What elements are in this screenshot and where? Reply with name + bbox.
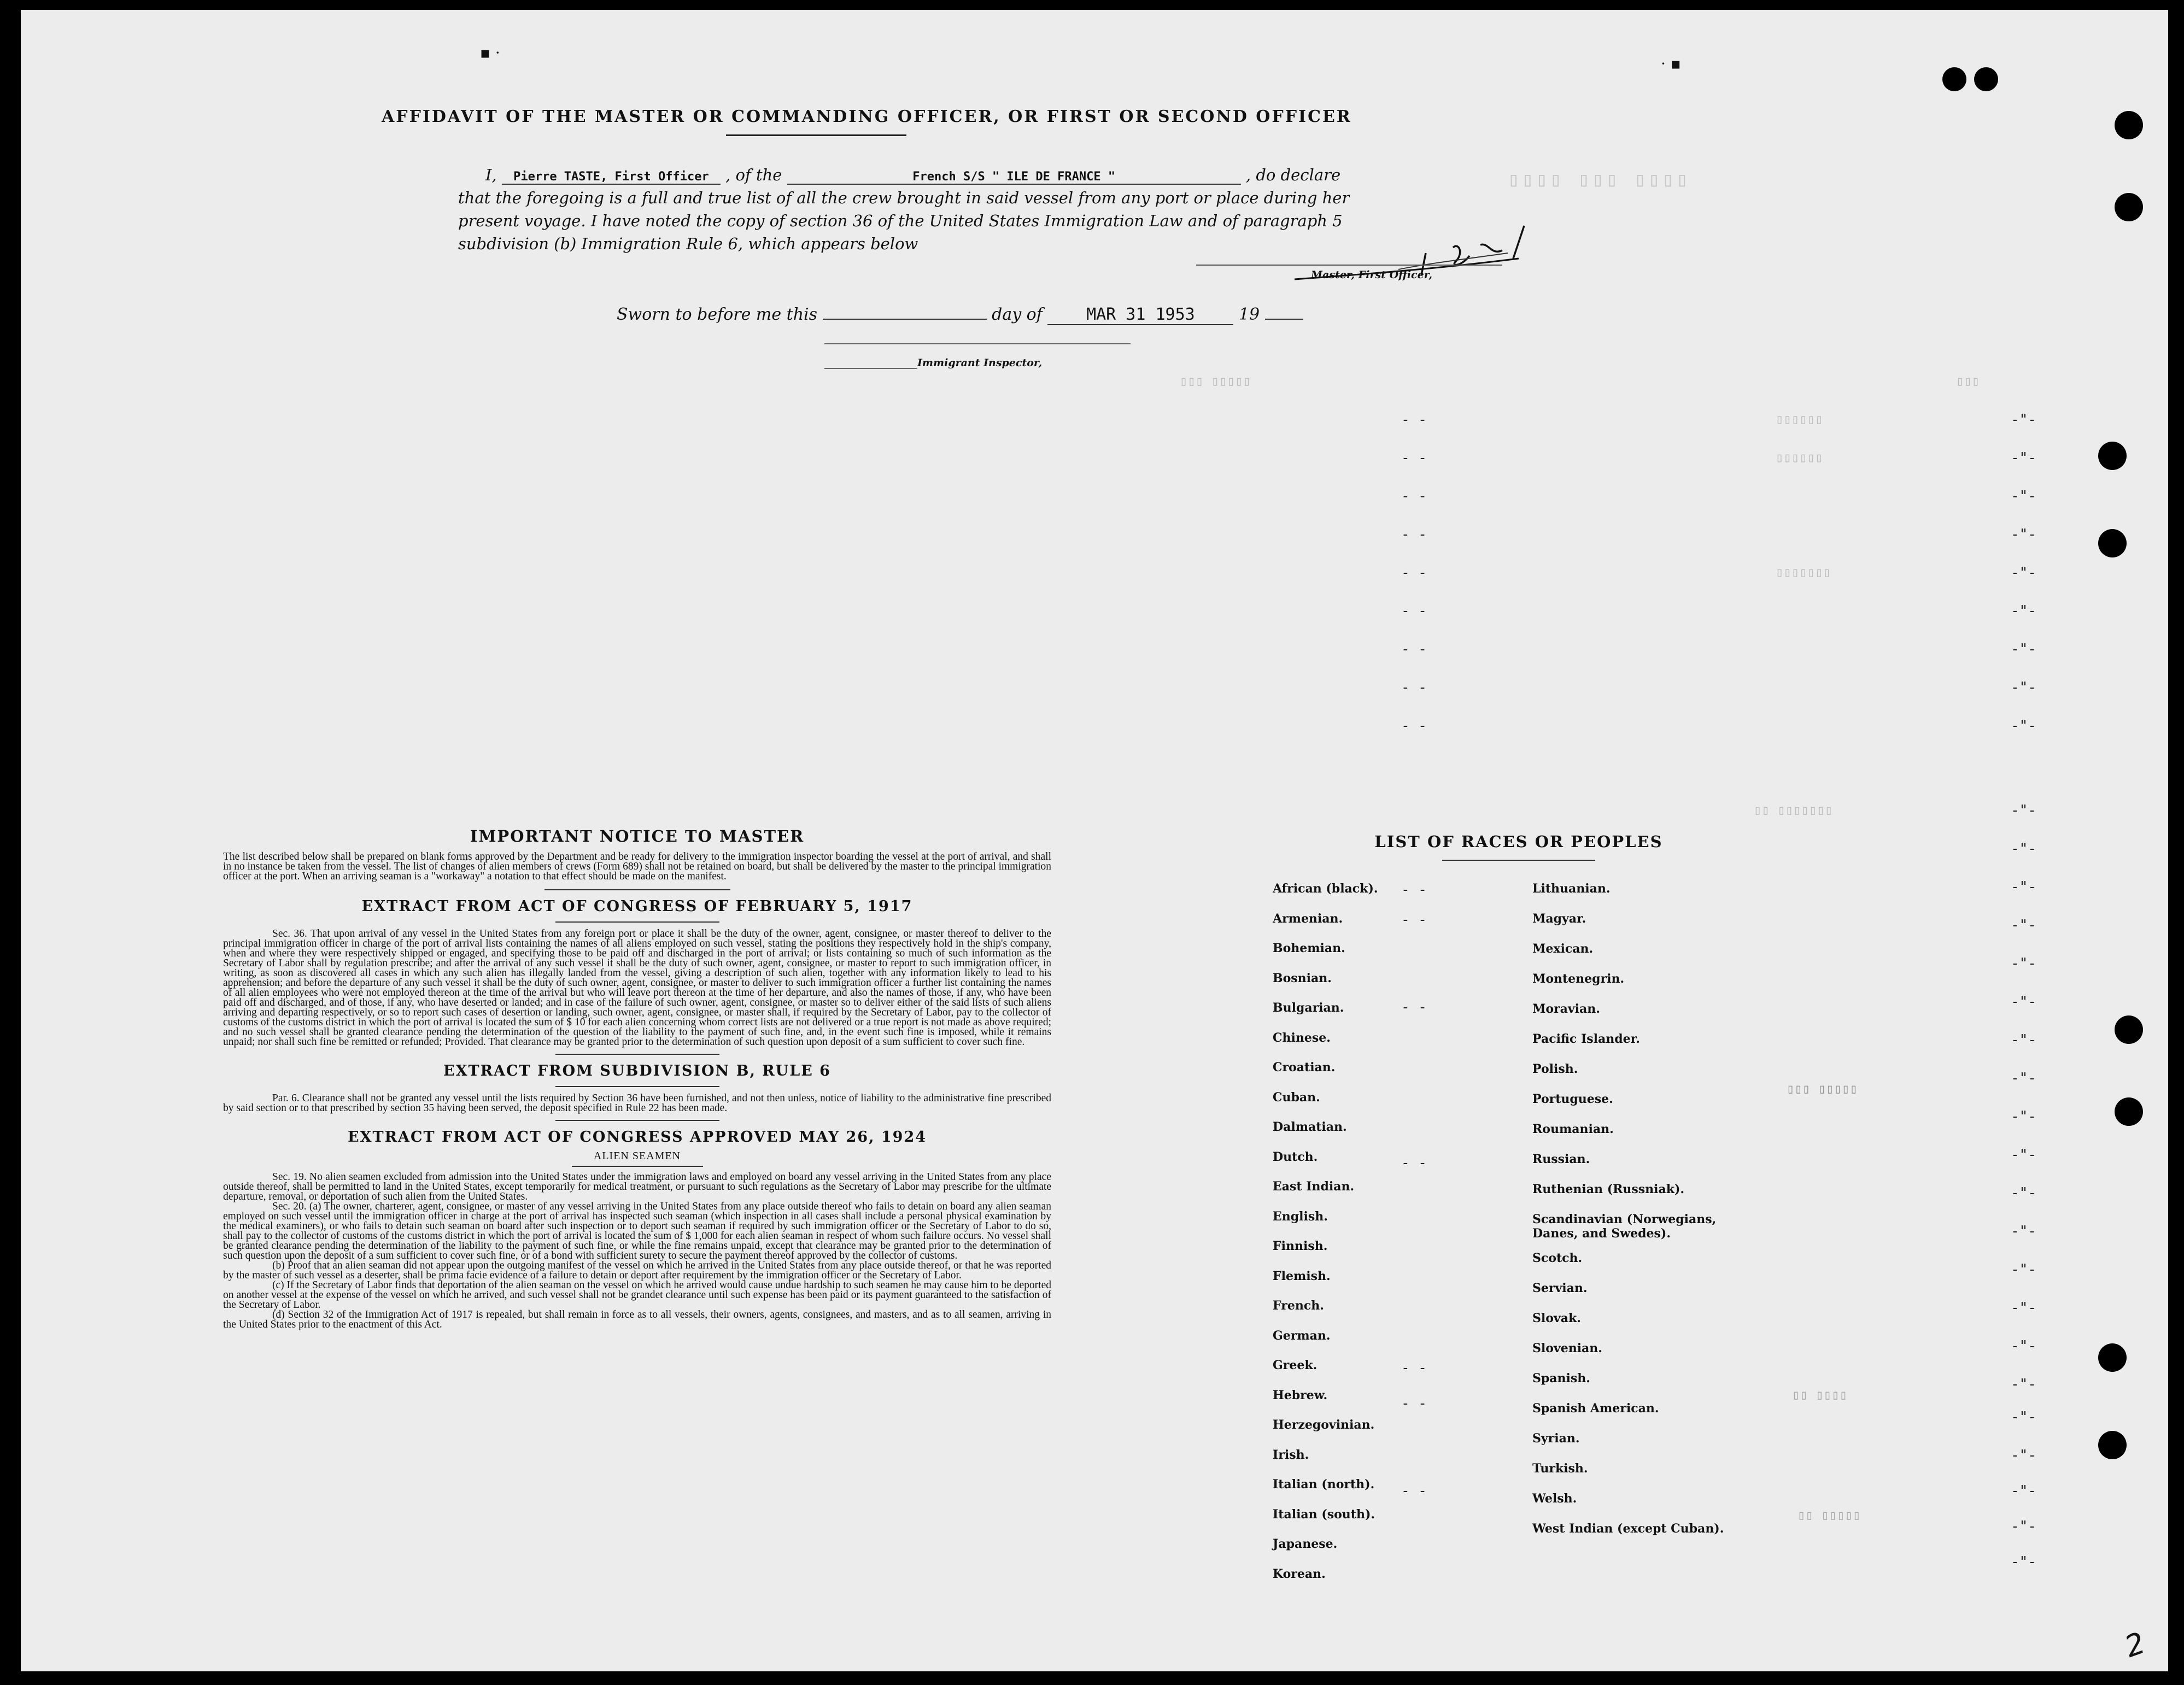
ditto-dash: - - — [1401, 603, 1427, 619]
ditto-mark: -"- — [2011, 1447, 2036, 1464]
races-rule — [1442, 860, 1595, 861]
ditto-dash: - - — [1401, 1360, 1427, 1376]
race-item: Cuban. — [1273, 1090, 1320, 1105]
punch-hole — [2098, 442, 2127, 470]
declaration-line-3: present voyage. I have noted the copy of section 36 of the United States Immigration Law and of paragraph 5 — [458, 212, 1343, 230]
race-item: Dalmatian. — [1273, 1120, 1347, 1134]
ditto-mark: -"- — [2011, 1261, 2036, 1278]
declaration-line-1: I, Pierre TASTE, First Officer , of the French S/S " ILE DE FRANCE " , do declare — [485, 166, 1341, 184]
race-item: West Indian (except Cuban). — [1532, 1522, 1724, 1536]
extract3-paragraph: (b) Proof that an alien seaman did not appear upon the outgoing manifest of the vessel on which he arrived in the United States from any place outside thereof, or that he was reported by the master of such vessel as a deserter, shall be prima facie evidence of a failure to detain or deport after requirement by the immigration officer or the Secretary of Labor. — [223, 1260, 1051, 1281]
inspector-rule-top — [824, 343, 1131, 344]
ditto-mark: -"- — [2011, 603, 2036, 619]
ditto-dash: - - — [1401, 1155, 1427, 1171]
date-stamp: MAR 31 1953 — [1086, 305, 1195, 324]
race-item: Turkish. — [1532, 1461, 1588, 1476]
race-item: Lithuanian. — [1532, 882, 1611, 896]
ditto-dash: - - — [1401, 912, 1427, 928]
bleed-through-text: ▯▯▯▯▯▯ — [1776, 412, 1823, 427]
corner-mark: · ▪ — [1661, 55, 1681, 73]
race-item: Pacific Islander. — [1532, 1032, 1640, 1046]
race-item: Dutch. — [1273, 1149, 1318, 1164]
inspector-label: Immigrant Inspector, — [917, 357, 1043, 369]
ditto-dash: - - — [1401, 1483, 1427, 1499]
punch-hole — [2115, 193, 2143, 221]
race-item: Ruthenian (Russniak). — [1532, 1182, 1685, 1196]
ditto-mark: -"- — [2011, 879, 2036, 895]
race-item: Herzegovinian. — [1273, 1418, 1375, 1432]
race-item: Armenian. — [1273, 911, 1343, 926]
signature-caption: Master, First Officer, — [1311, 269, 1432, 281]
notice-section — [223, 827, 1051, 1330]
ditto-mark: -"- — [2011, 994, 2036, 1010]
punch-hole — [2098, 529, 2127, 557]
races-title: LIST OF RACES OR PEOPLES — [1374, 832, 1663, 851]
punch-hole — [2098, 1431, 2127, 1459]
race-item: Welsh. — [1532, 1492, 1577, 1506]
races-right-column — [1532, 882, 1762, 1603]
ditto-dash: - - — [1401, 882, 1427, 898]
race-item: Portuguese. — [1532, 1092, 1613, 1106]
race-item: East Indian. — [1273, 1179, 1355, 1194]
sworn-line: Sworn to before me this day of MAR 31 1953 19 — [617, 305, 1303, 325]
punch-hole — [1942, 67, 1966, 91]
ditto-mark: -"- — [2011, 1070, 2036, 1087]
race-item: Polish. — [1532, 1062, 1578, 1076]
extract2-rule — [555, 1079, 719, 1087]
extract1-body: Sec. 36. That upon arrival of any vessel in the United States from any foreign port or place it shall be the duty of the owner, agent, consignee, or master thereof to deliver to the principal immigration officer in charge of the port of arrival lists containing the names of all aliens employed on such vessel, stating the positions they respectively hold in the ship's company, when and where they were respectively shipped or engaged, and specifying those to be paid off and discharged in the port of arrival; or lists containing so much of such information as the Secretary of Labor shall by regulation prescribe; and after the arrival of any such vessel it shall be the duty of such owner, agent, consignee, or master to report to such immigration officer, in writing, as soon as discovered all cases in which any such alien has illegally landed from the vessel, giving a description of such alien, together with any information likely to lead to his apprehension; and before the departure of any such vessel it shall be the duty of such owner, agent, consignee, or master to deliver to such immigration officer a further list containing the names of all alien employees who were not employed thereon at the time of the arrival but who will leave port thereon at the time of her departure, and also the names of those, if any, who have been paid off and discharged, and of those, if any, who have deserted or landed; and in case of the failure of such owner, agent, consignee, or master so to deliver either of the said lists of such aliens arriving and departing respectively, or so to report such cases of desertion or landing, such owner, agent, consignee, or master shall, if required by the Secretary of Labor, pay to the collector of customs of the customs district in which the port of arrival is located the sum of $ 10 for each alien concerning whom correct lists are not delivered or a true report is not made as above required; and no such vessel shall be granted clearance pending the determination of the question of the liability to the payment of such fine, and, in the event such fine is imposed, while it remains unpaid; nor shall such fine be remitted or refunded; Provided. That clearance may be granted prior to the determination of such question upon deposit of a sum sufficient to cover such fine. — [223, 928, 1051, 1048]
declaration-line-2: that the foregoing is a full and true list of all the crew brought in said vessel from any port or place during her — [458, 189, 1350, 207]
ditto-dash: - - — [1401, 450, 1427, 466]
vessel-name-field: French S/S " ILE DE FRANCE " — [912, 170, 1116, 184]
race-item: Mexican. — [1532, 942, 1594, 956]
race-item: Moravian. — [1532, 1002, 1600, 1016]
race-item: Slovak. — [1532, 1311, 1581, 1325]
notice-rule — [544, 882, 730, 890]
race-item: Scotch. — [1532, 1251, 1583, 1265]
extract3-subtitle: ALIEN SEAMEN — [593, 1150, 681, 1162]
ditto-mark: -"- — [2011, 1409, 2036, 1425]
extract3-rule — [572, 1163, 703, 1167]
ditto-dash: - - — [1401, 718, 1427, 734]
ditto-mark: -"- — [2011, 679, 2036, 696]
race-item: English. — [1273, 1209, 1328, 1224]
bleed-through-text: ▯▯▯ ▯▯▯▯▯ — [1180, 373, 1251, 389]
ditto-mark: -"- — [2011, 1338, 2036, 1354]
race-item: Hebrew. — [1273, 1388, 1328, 1402]
race-item: German. — [1273, 1328, 1331, 1343]
ditto-mark: -"- — [2011, 565, 2036, 581]
ditto-mark: -"- — [2011, 526, 2036, 543]
ditto-dash: - - — [1401, 488, 1427, 504]
extract3-title: EXTRACT FROM ACT OF CONGRESS APPROVED MAY 26, 1924 — [347, 1129, 927, 1146]
notice-title: IMPORTANT NOTICE TO MASTER — [470, 827, 805, 846]
race-item: Flemish. — [1273, 1269, 1331, 1283]
race-item: Chinese. — [1273, 1030, 1331, 1045]
bleed-through-text: ▯▯▯▯▯▯ — [1776, 450, 1823, 465]
ditto-mark: -"- — [2011, 1032, 2036, 1048]
ditto-dash: - - — [1401, 526, 1427, 543]
notice-body: The list described below shall be prepared on blank forms approved by the Department and be ready for delivery to the immigration inspector boarding the vessel at the port of arrival, and shall in no instance be taken from the vessel. The list of changes of alien members of crews (Form 689) shall not be retained on board, but shall be delivered by the master to the principal immigration officer at the port. When an arriving seaman is a "workaway" a notation to that effect should be made on the manifest. — [223, 851, 1051, 882]
master-name-field: Pierre TASTE, First Officer — [513, 170, 709, 184]
ditto-mark: -"- — [2011, 450, 2036, 466]
bleed-through-text: ▯▯▯ ▯▯▯▯▯ — [1787, 1081, 1858, 1096]
ditto-mark: -"- — [2011, 488, 2036, 504]
inspector-rule — [824, 368, 917, 369]
ditto-mark: -"- — [2011, 1223, 2036, 1240]
ditto-mark: -"- — [2011, 1518, 2036, 1535]
ditto-mark: -"- — [2011, 641, 2036, 657]
ditto-mark: -"- — [2011, 1185, 2036, 1201]
punch-hole — [1974, 67, 1998, 91]
ditto-mark: -"- — [2011, 1147, 2036, 1163]
ditto-mark: -"- — [2011, 718, 2036, 734]
ditto-dash: - - — [1401, 412, 1427, 428]
manifest-page — [21, 10, 2168, 1671]
race-item: Bohemian. — [1273, 941, 1345, 955]
punch-hole — [2115, 111, 2143, 139]
extract1-end-rule — [555, 1047, 719, 1055]
ditto-dash: - - — [1401, 679, 1427, 696]
race-item: French. — [1273, 1299, 1324, 1313]
race-item: Finnish. — [1273, 1239, 1328, 1253]
race-item: Servian. — [1532, 1281, 1588, 1295]
race-item: Montenegrin. — [1532, 972, 1625, 986]
bleed-through-text: ▯▯ ▯▯▯▯▯ — [1797, 1507, 1861, 1523]
race-item: Italian (north). — [1273, 1477, 1375, 1492]
ditto-mark: -"- — [2011, 1108, 2036, 1125]
bleed-through-text: ▯▯ ▯▯▯▯▯▯▯ — [1754, 802, 1833, 818]
extract3-paragraph: Sec. 20. (a) The owner, charterer, agent, consignee, or master of any vessel arriving in the United States from any place outside thereof who fails to detain on board any alien seaman employed on such vessel until the immigration officer in charge at the port of arrival has inspected such seaman (which inspection in all cases shall include a personal physical examination by the medical examiners), or who fails to detain such seaman on board after such inspection or to deport such seaman if required by such immigration officer or the Secretary of Labor to do so, shall pay to the collector of customs of the customs district in which the port of arrival is located the sum of $ 1,000 for each alien seaman in respect of whom such failure occurs. No vessel shall be granted clearance pending the determination of the liability to the payment of such fine, or while the fine remains unpaid, except that clearance may be granted prior to the determination of such question upon the deposit of a sum sufficient to cover such fine, or of a bond with sufficient surety to secure the payment thereof approved by the collector of customs. — [223, 1201, 1051, 1261]
races-left-column — [1273, 882, 1453, 1603]
race-item: Japanese. — [1273, 1537, 1338, 1551]
bleed-through-text: ▯▯ ▯▯▯▯ — [1792, 1387, 1848, 1402]
race-item: Spanish American. — [1532, 1401, 1659, 1416]
race-item: Scandinavian (Norwegians, Danes, and Swedes). — [1532, 1212, 1717, 1241]
extract3-paragraph: (d) Section 32 of the Immigration Act of 1917 is repealed, but shall remain in force as to all vessels, their owners, agents, consignees, and masters, and as to all seamen, arriving in the United States prior to the enactment of this Act. — [223, 1309, 1051, 1330]
extract1-title: EXTRACT FROM ACT OF CONGRESS OF FEBRUARY 5, 1917 — [361, 898, 913, 915]
punch-hole — [2115, 1097, 2143, 1126]
punch-hole — [2115, 1015, 2143, 1044]
ditto-mark: -"- — [2011, 1300, 2036, 1316]
race-item: Irish. — [1273, 1447, 1309, 1462]
race-item: African (black). — [1273, 882, 1378, 896]
race-item: Slovenian. — [1532, 1341, 1602, 1355]
race-item: Croatian. — [1273, 1060, 1336, 1075]
race-item: Italian (south). — [1273, 1507, 1375, 1522]
bleed-through-text: ▯▯▯▯ ▯▯▯ ▯▯▯▯ — [1508, 168, 1690, 191]
ditto-mark: -"- — [2011, 1483, 2036, 1499]
ditto-dash: - - — [1401, 641, 1427, 657]
ditto-dash: - - — [1401, 1395, 1427, 1412]
race-item: Greek. — [1273, 1358, 1318, 1372]
ditto-mark: -"- — [2011, 955, 2036, 972]
ditto-mark: -"- — [2011, 412, 2036, 428]
bleed-through-text: ▯▯▯▯▯▯▯ — [1776, 565, 1831, 580]
race-item: Spanish. — [1532, 1371, 1590, 1385]
corner-mark: ▪ · — [480, 44, 500, 62]
race-item: Roumanian. — [1532, 1122, 1614, 1136]
extract3-paragraph: Sec. 19. No alien seamen excluded from admission into the United States under the immigration laws and employed on board any vessel arriving in the United States from any place outside thereof, shall be permitted to land in the United States, except temporarily for medical treatment, or pursuant to such regulations as the Secretary of Labor may prescribe for the ultimate departure, removal, or deportation of such alien from the United States. — [223, 1171, 1051, 1202]
race-item: Magyar. — [1532, 912, 1586, 926]
affidavit-heading: AFFIDAVIT OF THE MASTER OR COMMANDING OFFICER, OR FIRST OR SECOND OFFICER — [382, 107, 1352, 126]
punch-hole — [2098, 1343, 2127, 1372]
extract2-end-rule — [555, 1113, 719, 1121]
ditto-dash: - - — [1401, 999, 1427, 1015]
extract2-title: EXTRACT FROM SUBDIVISION B, RULE 6 — [443, 1062, 831, 1079]
signature-rule — [1196, 265, 1502, 266]
race-item: Bulgarian. — [1273, 1001, 1344, 1015]
ditto-mark: -"- — [2011, 1554, 2036, 1570]
race-item: Syrian. — [1532, 1431, 1580, 1446]
page-number: 2 — [2120, 1625, 2150, 1664]
race-item: Russian. — [1532, 1152, 1590, 1166]
bleed-through-text: ▯▯▯ — [1956, 373, 1980, 389]
ditto-mark: -"- — [2011, 841, 2036, 857]
heading-rule — [726, 134, 906, 136]
ditto-mark: -"- — [2011, 802, 2036, 819]
race-item: Bosnian. — [1273, 971, 1332, 985]
ditto-dash: - - — [1401, 565, 1427, 581]
ditto-mark: -"- — [2011, 1376, 2036, 1393]
extract2-body: Par. 6. Clearance shall not be granted any vessel until the lists required by Section 36 have been furnished, and not then unless, notice of liability to the administrative fine prescribed by said section or to that prescribed by section 35 having been served, the deposit specified in Rule 22 has been made. — [223, 1093, 1051, 1114]
extract1-rule — [555, 915, 719, 923]
race-item: Korean. — [1273, 1566, 1326, 1581]
extract3-paragraph: (c) If the Secretary of Labor finds that deportation of the alien seaman on the vessel on which he arrived would cause undue hardship to such seamen he may cause him to be deported on another vessel at the expense of the vessel on which he arrived, and such vessel shall not be grandet clearance until such expense has been paid or its payment guaranteed to the satisfaction of the Secretary of Labor. — [223, 1279, 1051, 1311]
declaration-line-4: subdivision (b) Immigration Rule 6, which appears below — [458, 234, 918, 253]
ditto-mark: -"- — [2011, 917, 2036, 933]
